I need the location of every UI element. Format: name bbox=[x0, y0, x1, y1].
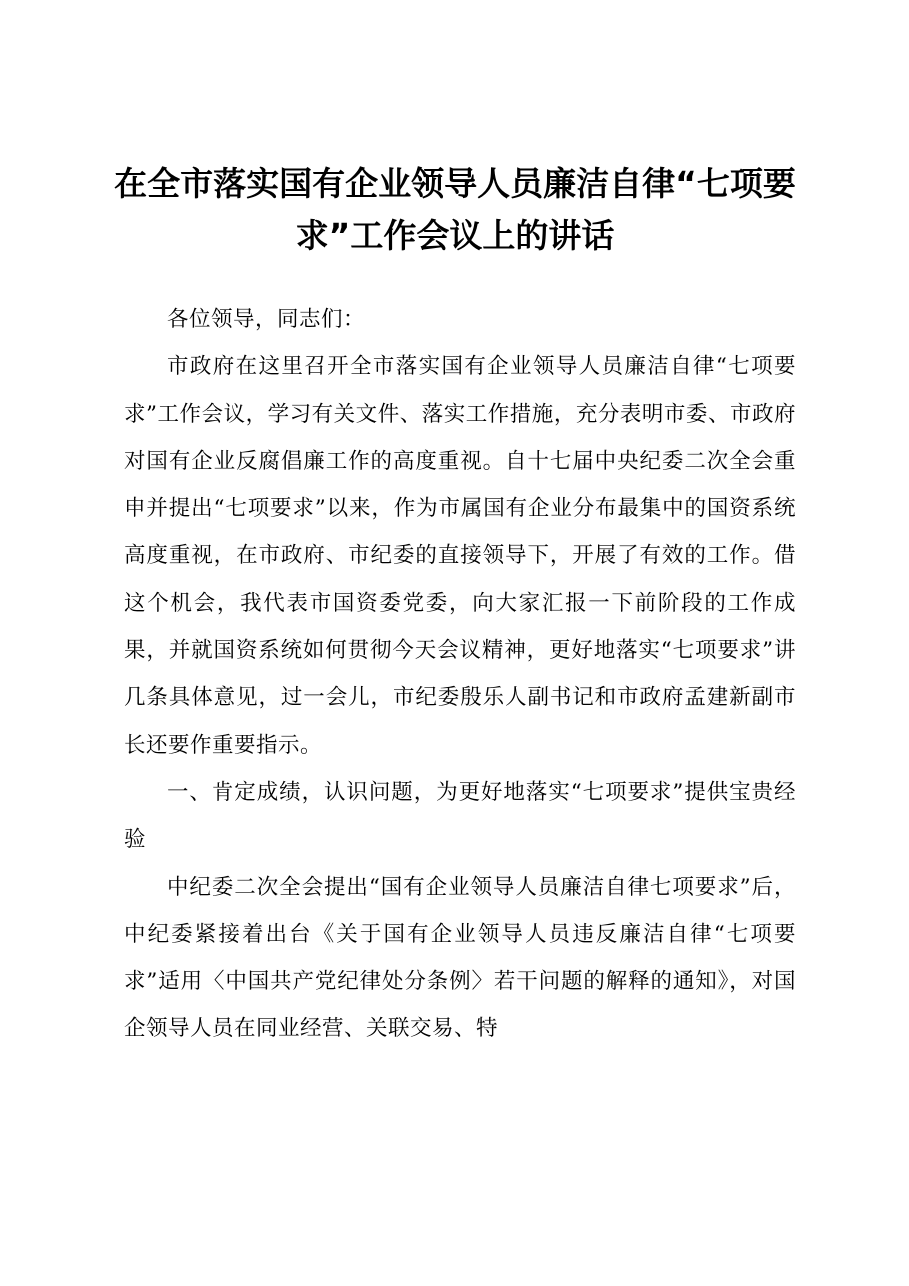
document-title: 在全市落实国有企业领导人员廉洁自律“七项要求”工作会议上的讲话 bbox=[114, 164, 796, 255]
salutation-paragraph: 各位领导，同志们： bbox=[167, 307, 366, 332]
document-body bbox=[124, 296, 796, 1053]
opening-paragraph: 市政府在这里召开全市落实国有企业领导人员廉洁自律“七项要求”工作会议，学习有关文件、落实工作措施，充分表明市委、市政府对国有企业反腐倡廉工作的高度重视。自十七届中央纪委二次全会重申并提出“七项要求”以来，作为市属国有企业分布最集中的国资系统高度重视，在市政府、市纪委的直接领导下，开展了有效的工作。借这个机会，我代表市国资委党委，向大家汇报一下前阶段的工作成果，并就国资系统如何贯彻今天会议精神，更好地落实“七项要求”讲几条具体意见，过一会儿，市纪委殷乐人副书记和市政府孟建新副市长还要作重要指示。 bbox=[124, 354, 796, 758]
body-paragraph: 中纪委二次全会提出“国有企业领导人员廉洁自律七项要求”后，中纪委紧接着出台《关于国有企业领导人员违反廉洁自律“七项要求”适用〈中国共产党纪律处分条例〉若干问题的解释的通知》，对国企领导人员在同业经营、关联交易、特 bbox=[124, 874, 796, 1042]
section-heading-1: 一、肯定成绩，认识问题，为更好地落实“七项要求”提供宝贵经验 bbox=[124, 779, 796, 853]
